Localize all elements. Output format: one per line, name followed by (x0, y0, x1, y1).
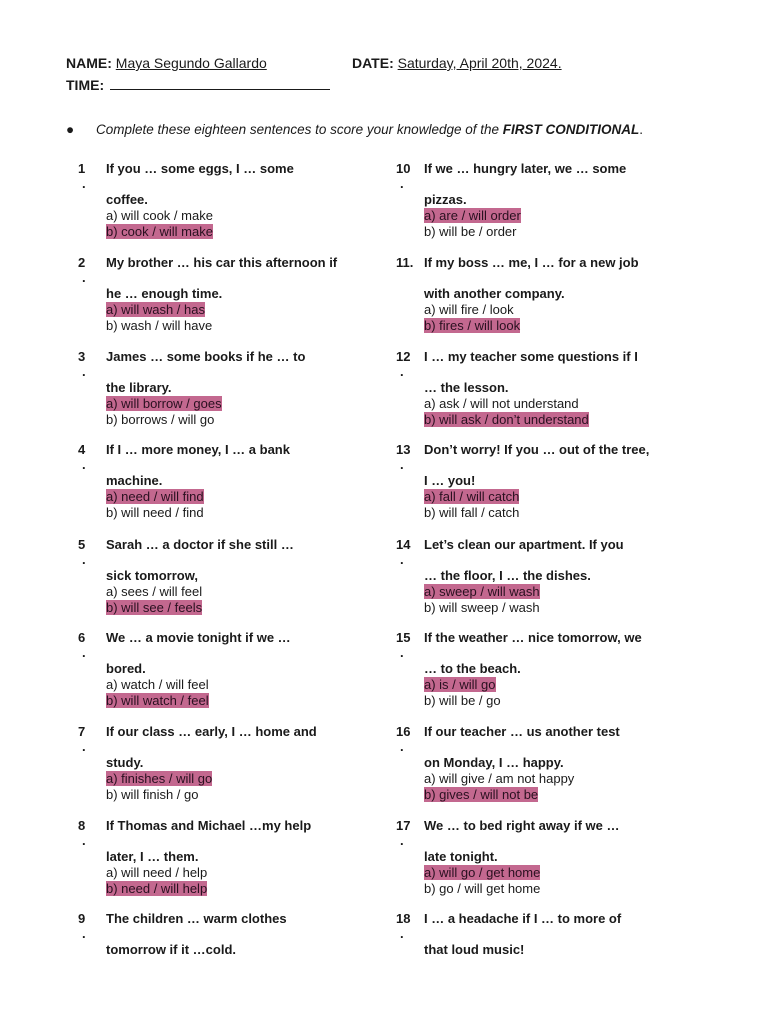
question-number-dot: . (400, 833, 404, 848)
question-stem-line1: I … my teacher some questions if I (424, 349, 638, 364)
option-a-text: a) will wash / has (106, 302, 205, 317)
option-a-text: a) are / will order (424, 208, 521, 223)
option-a (106, 771, 356, 787)
question-stem-line1: If Thomas and Michael …my help (106, 818, 312, 833)
question-stem-line1: If we … hungry later, we … some (424, 161, 627, 176)
question-number-dot: . (400, 552, 404, 567)
option-b (424, 224, 674, 240)
question-stem-line1: If you … some eggs, I … some (106, 161, 294, 176)
question-stem-line2: he … enough time. (106, 286, 223, 301)
question-body (424, 254, 674, 334)
option-a (106, 208, 356, 224)
option-a-text: a) will need / help (106, 865, 208, 880)
option-a (424, 584, 674, 600)
question-stem-line1: My brother … his car this afternoon if (106, 255, 338, 270)
question-stem-line2: sick tomorrow, (106, 568, 198, 583)
option-b-text: b) gives / will not be (424, 787, 539, 802)
option-a-text: a) fall / will catch (424, 489, 520, 504)
question-stem-line2: … the lesson. (424, 380, 509, 395)
question-number: 16 (396, 724, 411, 739)
question-body (106, 723, 356, 803)
question-number-dot: . (82, 833, 86, 848)
question-number-dot: . (400, 457, 404, 472)
option-a (106, 584, 356, 600)
option-a-text: a) need / will find (106, 489, 204, 504)
option-b-text: b) fires / will look (424, 318, 521, 333)
time-row (66, 74, 330, 96)
question-stem-line2: … to the beach. (424, 661, 521, 676)
question-stem-line2: bored. (106, 661, 146, 676)
question-number: 14 (396, 537, 411, 552)
question-body (106, 536, 356, 616)
question-body (424, 536, 674, 616)
option-b-text: b) need / will help (106, 881, 208, 896)
option-b-text: b) will sweep / wash (424, 600, 540, 615)
option-b-text: b) cook / will make (106, 224, 213, 239)
option-a (106, 865, 356, 881)
option-a (424, 489, 674, 505)
option-b (106, 412, 356, 428)
option-b (424, 412, 674, 428)
instructions-period: . (639, 122, 644, 137)
option-b-text: b) borrows / will go (106, 412, 215, 427)
question-body (106, 441, 356, 521)
option-b-text: b) will see / feels (106, 600, 203, 615)
bullet-icon: ● (66, 122, 75, 137)
option-a-text: a) will cook / make (106, 208, 213, 223)
question-stem-line2: on Monday, I … happy. (424, 755, 564, 770)
question-number: 5 (78, 537, 86, 552)
question-number-dot: . (400, 645, 404, 660)
question-stem-line2: machine. (106, 473, 163, 488)
option-b (106, 693, 356, 709)
question-stem-line2: I … you! (424, 473, 476, 488)
question-number: 9 (78, 911, 86, 926)
question-stem-line1: I … a headache if I … to more of (424, 911, 622, 926)
question-body (424, 348, 674, 428)
name-row (66, 52, 562, 74)
question-stem-line1: James … some books if he … to (106, 349, 306, 364)
question-body (106, 348, 356, 428)
question-stem-line2: pizzas. (424, 192, 467, 207)
option-b (424, 881, 674, 897)
question-number: 13 (396, 442, 411, 457)
question-body (424, 817, 674, 897)
question-stem-line1: Sarah … a doctor if she still … (106, 537, 294, 552)
question-number: 2 (78, 255, 86, 270)
question-stem-line2: … the floor, I … the dishes. (424, 568, 591, 583)
option-a-text: a) sees / will feel (106, 584, 203, 599)
question-body (106, 817, 356, 897)
option-a-text: a) will borrow / goes (106, 396, 222, 411)
question-stem-line1: If I … more money, I … a bank (106, 442, 290, 457)
instructions (66, 122, 643, 137)
question-number: 3 (78, 349, 86, 364)
question-number-dot: . (82, 739, 86, 754)
time-label: TIME: (66, 77, 105, 93)
question-stem-line2: coffee. (106, 192, 148, 207)
question-number: 4 (78, 442, 86, 457)
date-field (352, 52, 562, 74)
question-stem-line2: late tonight. (424, 849, 498, 864)
option-b-text: b) will be / order (424, 224, 517, 239)
question-number-dot: . (82, 552, 86, 567)
option-b (106, 600, 356, 616)
question-stem-line2: the library. (106, 380, 172, 395)
question-number-dot: . (82, 270, 86, 285)
question-number-dot: . (82, 457, 86, 472)
question-stem-line1: Let’s clean our apartment. If you (424, 537, 624, 552)
time-blank-line (110, 75, 330, 90)
instructions-text: Complete these eighteen sentences to score your knowledge of the (96, 122, 503, 137)
question-body (424, 629, 674, 709)
option-b (106, 505, 356, 521)
option-a-text: a) sweep / will wash (424, 584, 540, 599)
worksheet-header (66, 52, 562, 96)
question-body (424, 723, 674, 803)
question-stem-line2: study. (106, 755, 144, 770)
question-number-dot: . (400, 176, 404, 191)
option-b-text: b) will ask / don’t understand (424, 412, 589, 427)
question-number: 17 (396, 818, 411, 833)
question-stem-line1: We … a movie tonight if we … (106, 630, 291, 645)
question-number: 8 (78, 818, 86, 833)
question-stem-line1: We … to bed right away if we … (424, 818, 620, 833)
option-b-text: b) will fall / catch (424, 505, 520, 520)
question-number: 11. (396, 255, 414, 270)
name-value: Maya Segundo Gallardo (115, 55, 267, 71)
question-stem-line2: that loud music! (424, 942, 525, 957)
question-body (106, 254, 356, 334)
option-a-text: a) watch / will feel (106, 677, 209, 692)
question-number-dot: . (400, 926, 404, 941)
question-number: 15 (396, 630, 411, 645)
option-a (106, 302, 356, 318)
option-b-text: b) will finish / go (106, 787, 199, 802)
question-body (106, 629, 356, 709)
option-b-text: b) will need / find (106, 505, 204, 520)
option-b (424, 318, 674, 334)
option-a-text: a) will go / get home (424, 865, 541, 880)
option-b (424, 600, 674, 616)
question-number-dot: . (82, 364, 86, 379)
question-body (424, 910, 674, 958)
option-a (424, 302, 674, 318)
question-number-dot: . (400, 739, 404, 754)
question-number: 7 (78, 724, 86, 739)
question-number: 1 (78, 161, 86, 176)
option-a (106, 489, 356, 505)
option-a-text: a) is / will go (424, 677, 496, 692)
date-label: DATE: (352, 55, 394, 71)
option-b (106, 881, 356, 897)
option-a (424, 865, 674, 881)
option-b (424, 693, 674, 709)
question-stem-line1: If our class … early, I … home and (106, 724, 317, 739)
question-body (424, 441, 674, 521)
option-b-text: b) go / will get home (424, 881, 541, 896)
question-stem-line2: tomorrow if it …cold. (106, 942, 236, 957)
option-a-text: a) will fire / look (424, 302, 514, 317)
question-stem-line1: The children … warm clothes (106, 911, 287, 926)
question-stem-line1: Don’t worry! If you … out of the tree, (424, 442, 650, 457)
question-number: 10 (396, 161, 411, 176)
option-b (106, 787, 356, 803)
option-a-text: a) ask / will not understand (424, 396, 579, 411)
question-number: 18 (396, 911, 411, 926)
option-b (106, 318, 356, 334)
question-number-dot: . (82, 926, 86, 941)
option-a (106, 677, 356, 693)
option-a (424, 208, 674, 224)
question-number-dot: . (82, 645, 86, 660)
instructions-emphasis: FIRST CONDITIONAL (502, 122, 640, 137)
option-a (424, 677, 674, 693)
option-b-text: b) will be / go (424, 693, 501, 708)
question-stem-line1: If my boss … me, I … for a new job (424, 255, 639, 270)
option-a (424, 771, 674, 787)
option-b (424, 787, 674, 803)
question-body (424, 160, 674, 240)
option-a-text: a) will give / am not happy (424, 771, 575, 786)
question-stem-line1: If the weather … nice tomorrow, we (424, 630, 642, 645)
name-label: NAME: (66, 55, 112, 71)
option-a (106, 396, 356, 412)
question-stem-line2: later, I … them. (106, 849, 199, 864)
option-b (424, 505, 674, 521)
question-body (106, 910, 356, 958)
option-b-text: b) will watch / feel (106, 693, 209, 708)
option-a-text: a) finishes / will go (106, 771, 213, 786)
question-stem-line1: If our teacher … us another test (424, 724, 620, 739)
option-a (424, 396, 674, 412)
question-stem-line2: with another company. (424, 286, 565, 301)
question-number: 12 (396, 349, 411, 364)
option-b-text: b) wash / will have (106, 318, 213, 333)
option-b (106, 224, 356, 240)
question-number-dot: . (400, 364, 404, 379)
question-number: 6 (78, 630, 86, 645)
date-value: Saturday, April 20th, 2024. (397, 55, 562, 71)
question-number-dot: . (82, 176, 86, 191)
question-body (106, 160, 356, 240)
